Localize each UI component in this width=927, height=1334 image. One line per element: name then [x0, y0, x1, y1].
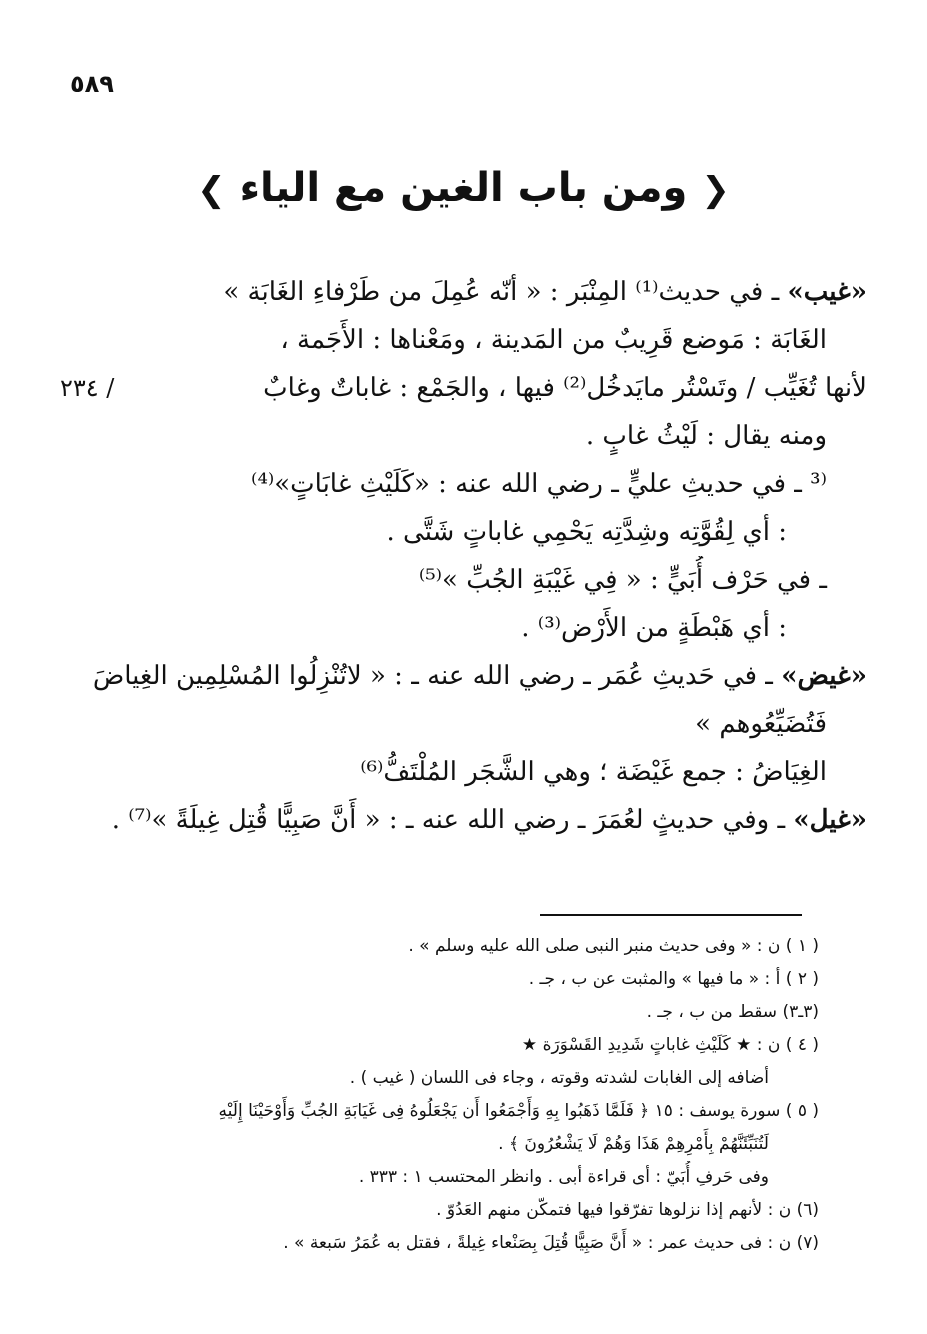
body-line-1	[60, 268, 867, 316]
ornament-close-icon: ❯	[197, 170, 226, 210]
footnote-5: ( ٥ ) سورة يوسف : ١٥ ﴿ فَلَمَّا ذَهَبُوا بِهِ وَأَجْمَعُوا أَن يَجْعَلُوهُ فِى غَيَابَةِ الجُبِّ وَأَوْحَيْنَا إِلَيْهِ	[218, 1101, 819, 1121]
footnote-2: ( ٢ ) أ : « ما فيها » والمثبت عن ب ، جـ .	[528, 969, 819, 989]
body-line-3	[60, 364, 867, 412]
body-line-8: : أي هَبْطَةٍ من الأَرْض⁽³⁾ .	[521, 613, 787, 643]
footnote-5-cont2: وفى حَرفِ أُبَيّ : أى قراءة أبى . وانظر المحتسب ١ : ٣٣٣ .	[358, 1167, 769, 1187]
footnote-6: (٦) ن : لأنهم إذا نزلوها تفرّقوا فيها فتمكّن منهم العَدُوّ .	[436, 1200, 819, 1220]
body-line-4: ومنه يقال : لَيْثُ غابٍ .	[585, 421, 827, 451]
body-line-3-text: لأنها تُغَيِّب / وتَسْتُر مايَدخُل⁽²⁾ فيها ، والجَمْع : غاباتٌ وغابٌ	[263, 373, 867, 403]
body-line-11: الغِيَاضُ : جمع غَيْضَة ؛ وهي الشَّجَر المُلْتَفُّ⁽⁶⁾	[360, 757, 827, 787]
headword-ghayb: «غيب»	[787, 277, 867, 307]
headword-ghayd: «غيض»	[781, 661, 867, 691]
footnote-4-cont: أضافه إلى الغابات لشدته وقوته ، وجاء فى اللسان ( غيب ) .	[349, 1068, 769, 1088]
body-line-12-text: ـ وفي حديثٍ لعُمَرَ ـ رضي الله عنه ـ : « أَنَّ صَبِيًّا قُتِل غِيلَةً »⁽⁷⁾ .	[111, 805, 794, 835]
body-line-1-text: ـ في حديث⁽¹⁾ المِنْبَر : « أنّه عُمِلَ من طَرْفاءِ الغَابَة »	[223, 277, 788, 307]
body-line-5: ⁽³ ـ في حديثِ عليٍّ ـ رضي الله عنه : «كَلَيْثِ غابَاتٍ»⁽⁴⁾	[251, 469, 827, 499]
body-line-2: الغَابَة : مَوضع قَرِيبٌ من المَدينة ، ومَعْناها : الأَجَمة ،	[280, 325, 827, 355]
headword-ghayl: «غيل»	[793, 805, 867, 835]
chapter-title	[0, 165, 927, 211]
footnote-5-cont: لَتُنَبِّئَنَّهُمْ بِأَمْرِهِمْ هَذَا وَهُمْ لَا يَشْعُرُونَ ﴾ .	[498, 1134, 769, 1154]
footnotes	[90, 930, 819, 1260]
footnote-separator	[540, 914, 802, 916]
footnote-1: ( ١ ) ن : « وفى حديث منبر النبى صلى الله عليه وسلم » .	[408, 936, 819, 956]
body-line-9-text: ـ في حَديثِ عُمَر ـ رضي الله عنه ـ : « لاتُنْزِلُوا المُسْلِمِين الغِياضَ	[92, 661, 782, 691]
page-number: ٥٨٩	[70, 70, 114, 98]
body-line-7: ـ في حَرْف أُبَيٍّ : « فِي غَيْبَةِ الجُبِّ »⁽⁵⁾	[418, 565, 827, 595]
entry-body	[60, 268, 867, 844]
ornament-open-icon: ❮	[701, 170, 730, 210]
manuscript-page-marker: ٢٣٤ /	[60, 374, 115, 402]
body-line-6: : أي لِقُوَّتِه وشِدَّتِه يَحْمِي غاباتٍ شَتَّى .	[386, 517, 787, 547]
chapter-title-text: ومن باب الغين مع الياء	[239, 165, 688, 211]
body-line-9	[60, 652, 867, 700]
body-line-12	[60, 796, 867, 844]
footnote-4: ( ٤ ) ن : ★ كَلَيْثِ غاباتٍ شَدِيدِ القَسْوَرَة ★	[521, 1035, 819, 1055]
footnote-7: (٧) ن : فى حديث عمر : « أَنَّ صَبِيًّا قُتِلَ بِصَنْعاء غِيلةً ، فقتل به عُمَرُ سَبعة » .	[283, 1233, 819, 1253]
footnote-3: (٣ـ٣) سقط من ب ، جـ .	[646, 1002, 819, 1022]
body-line-10: فَتُضَيِّعُوهم »	[695, 709, 827, 739]
